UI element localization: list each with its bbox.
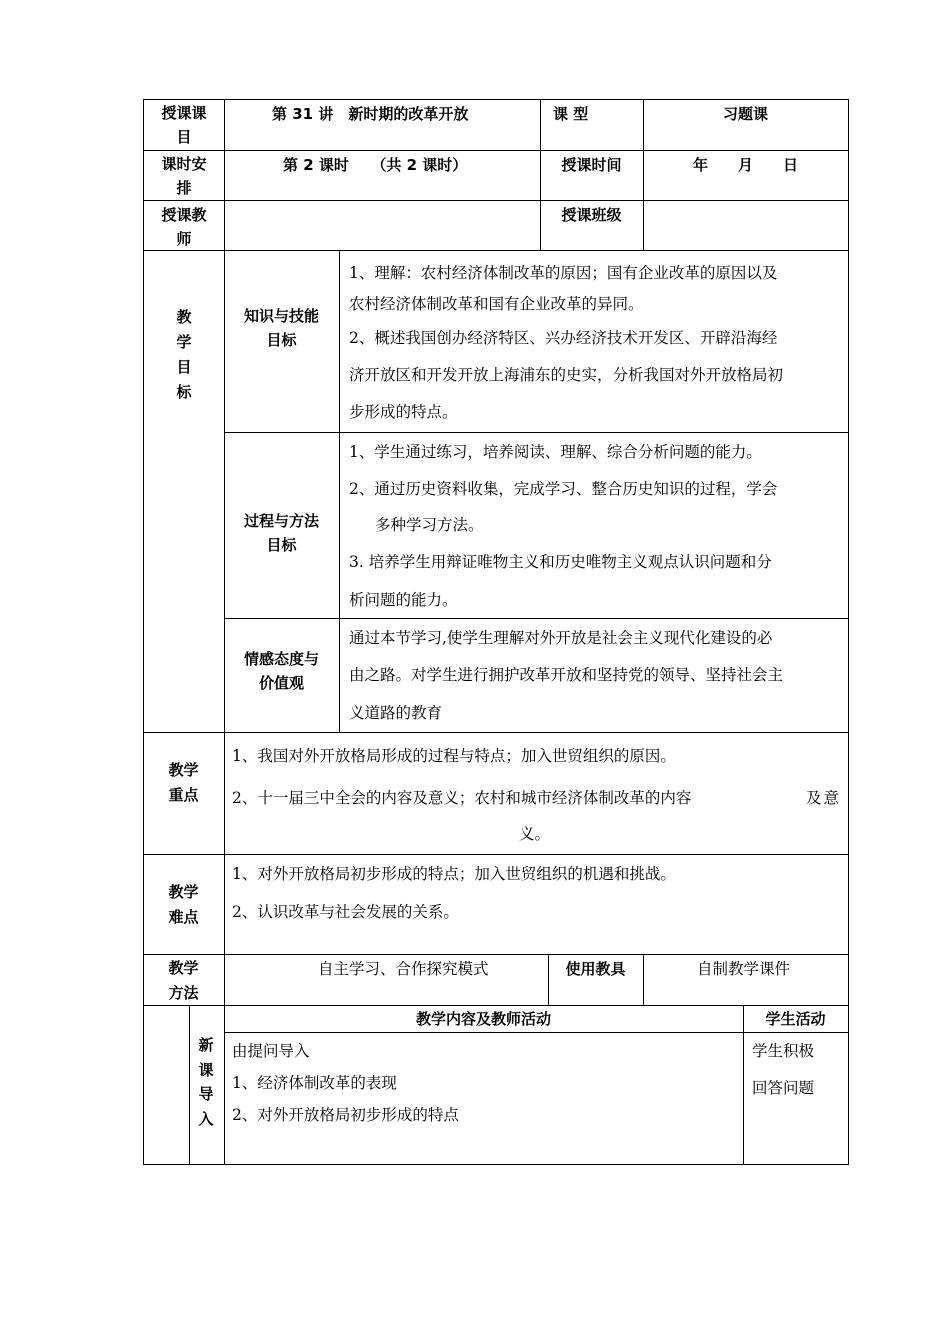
knowledge-goal-line: 步形成的特点。	[349, 403, 458, 421]
row-divider	[224, 1032, 849, 1033]
row-divider	[143, 954, 849, 955]
row-divider	[143, 854, 849, 855]
row-divider	[224, 432, 849, 433]
methods-label-line: 教学	[168, 959, 199, 977]
attitude-goal-label	[224, 647, 339, 695]
goals-label-char: 学	[176, 333, 192, 351]
row-divider	[143, 250, 849, 251]
process-goal-line: 3. 培养学生用辩证唯物主义和历史唯物主义观点认识问题和分	[349, 553, 772, 571]
knowledge-goal-label-line: 目标	[266, 331, 297, 349]
attitude-goal-label-line: 情感态度与	[243, 650, 319, 668]
student-activity-line: 学生积极	[752, 1042, 815, 1060]
methods-label-line: 方法	[168, 984, 199, 1002]
knowledge-goal-line: 1、理解：农村经济体制改革的原因；国有企业改革的原因以及	[349, 264, 778, 282]
process-goal-line: 析问题的能力。	[349, 591, 458, 609]
goals-label-char: 目	[176, 358, 192, 376]
difficulties-label	[143, 880, 224, 930]
column-divider	[339, 250, 340, 733]
key-point-line: 2、十一届三中全会的内容及意义；农村和城市经济体制改革的内容	[232, 789, 692, 807]
difficulties-label-line: 难点	[168, 908, 199, 926]
hours-label: 课时安排	[161, 155, 207, 197]
key-points-label	[143, 758, 224, 808]
key-points-label-line: 重点	[168, 786, 199, 804]
row-divider	[143, 150, 849, 151]
methods-value: 自主学习、合作探究模式	[318, 960, 489, 978]
table-border-top	[143, 99, 849, 100]
lesson-type-value: 习题课	[722, 105, 768, 123]
key-point-line: 1、我国对外开放格局形成的过程与特点；加入世贸组织的原因。	[232, 747, 676, 765]
row-divider	[143, 732, 849, 733]
knowledge-goal-line: 2、概述我国创办经济特区、兴办经济技术开发区、开辟沿海经	[349, 329, 778, 347]
difficulty-line: 1、对外开放格局初步形成的特点；加入世贸组织的机遇和挑战。	[232, 865, 676, 883]
row-divider	[224, 618, 849, 619]
goals-label-char: 标	[176, 383, 192, 401]
teaching-tools-label: 使用教具	[565, 960, 626, 978]
process-goal-label-line: 目标	[266, 536, 297, 554]
stage-label-char: 课	[198, 1060, 214, 1079]
process-goal-line: 1、学生通过练习，培养阅读、理解、综合分析问题的能力。	[349, 443, 762, 461]
column-divider	[643, 954, 644, 1006]
class-label: 授课班级	[561, 206, 622, 224]
attitude-goal-line: 由之路。对学生进行拥护改革开放和坚持党的领导、坚持社会主	[349, 666, 784, 684]
hours-value: 第 2 课时 （共 2 课时）	[283, 156, 468, 174]
content-column-header: 教学内容及教师活动	[415, 1010, 551, 1028]
time-label: 授课时间	[561, 156, 622, 174]
process-goal-line: 2、通过历史资料收集，完成学习、整合历史知识的过程，学会	[349, 480, 778, 498]
knowledge-goal-label-line: 知识与技能	[243, 307, 319, 325]
knowledge-goal-line: 济开放区和开发开放上海浦东的史实，分析我国对外开放格局初	[349, 366, 784, 384]
student-column-header: 学生活动	[765, 1010, 826, 1028]
knowledge-goal-line: 农村经济体制改革和国有企业改革的异同。	[349, 295, 644, 313]
content-line: 2、对外开放格局初步形成的特点	[232, 1106, 459, 1124]
key-point-line: 及意	[806, 789, 842, 807]
teacher-label: 授课教师	[161, 206, 207, 248]
methods-label	[143, 956, 224, 1006]
student-activity-line: 回答问题	[752, 1079, 815, 1097]
stage-label-char: 导	[198, 1085, 214, 1103]
stage-label-char: 入	[198, 1109, 214, 1128]
course-value: 第 31 讲 新时期的改革开放	[272, 105, 469, 123]
process-goal-label-line: 过程与方法	[243, 512, 319, 530]
goals-section-label	[172, 305, 196, 405]
goals-label-char: 教	[176, 308, 192, 326]
attitude-goal-label-line: 价值观	[258, 674, 304, 692]
stage-label-char: 新	[198, 1036, 214, 1054]
attitude-goal-line: 义道路的教育	[349, 704, 443, 722]
time-value: 年 月 日	[692, 156, 798, 174]
row-divider	[143, 200, 849, 201]
knowledge-goal-label	[224, 304, 339, 352]
course-label: 授课课目	[161, 104, 207, 146]
column-divider	[189, 1005, 190, 1165]
difficulties-label-line: 教学	[168, 883, 199, 901]
difficulty-line: 2、认识改革与社会发展的关系。	[232, 903, 459, 921]
content-line: 由提问导入	[232, 1042, 310, 1060]
process-goal-label	[224, 509, 339, 557]
table-border-right	[848, 99, 849, 1165]
column-divider	[224, 99, 225, 1165]
teaching-tools-value: 自制教学课件	[697, 960, 791, 978]
key-points-label-line: 教学	[168, 761, 199, 779]
key-point-line: 义。	[519, 825, 551, 843]
content-line: 1、经济体制改革的表现	[232, 1074, 397, 1092]
lesson-type-label: 课 型	[553, 105, 589, 123]
attitude-goal-line: 通过本节学习,使学生理解对外开放是社会主义现代化建设的必	[349, 629, 773, 647]
stage-label	[194, 1033, 218, 1131]
process-goal-line: 多种学习方法。	[375, 516, 484, 534]
